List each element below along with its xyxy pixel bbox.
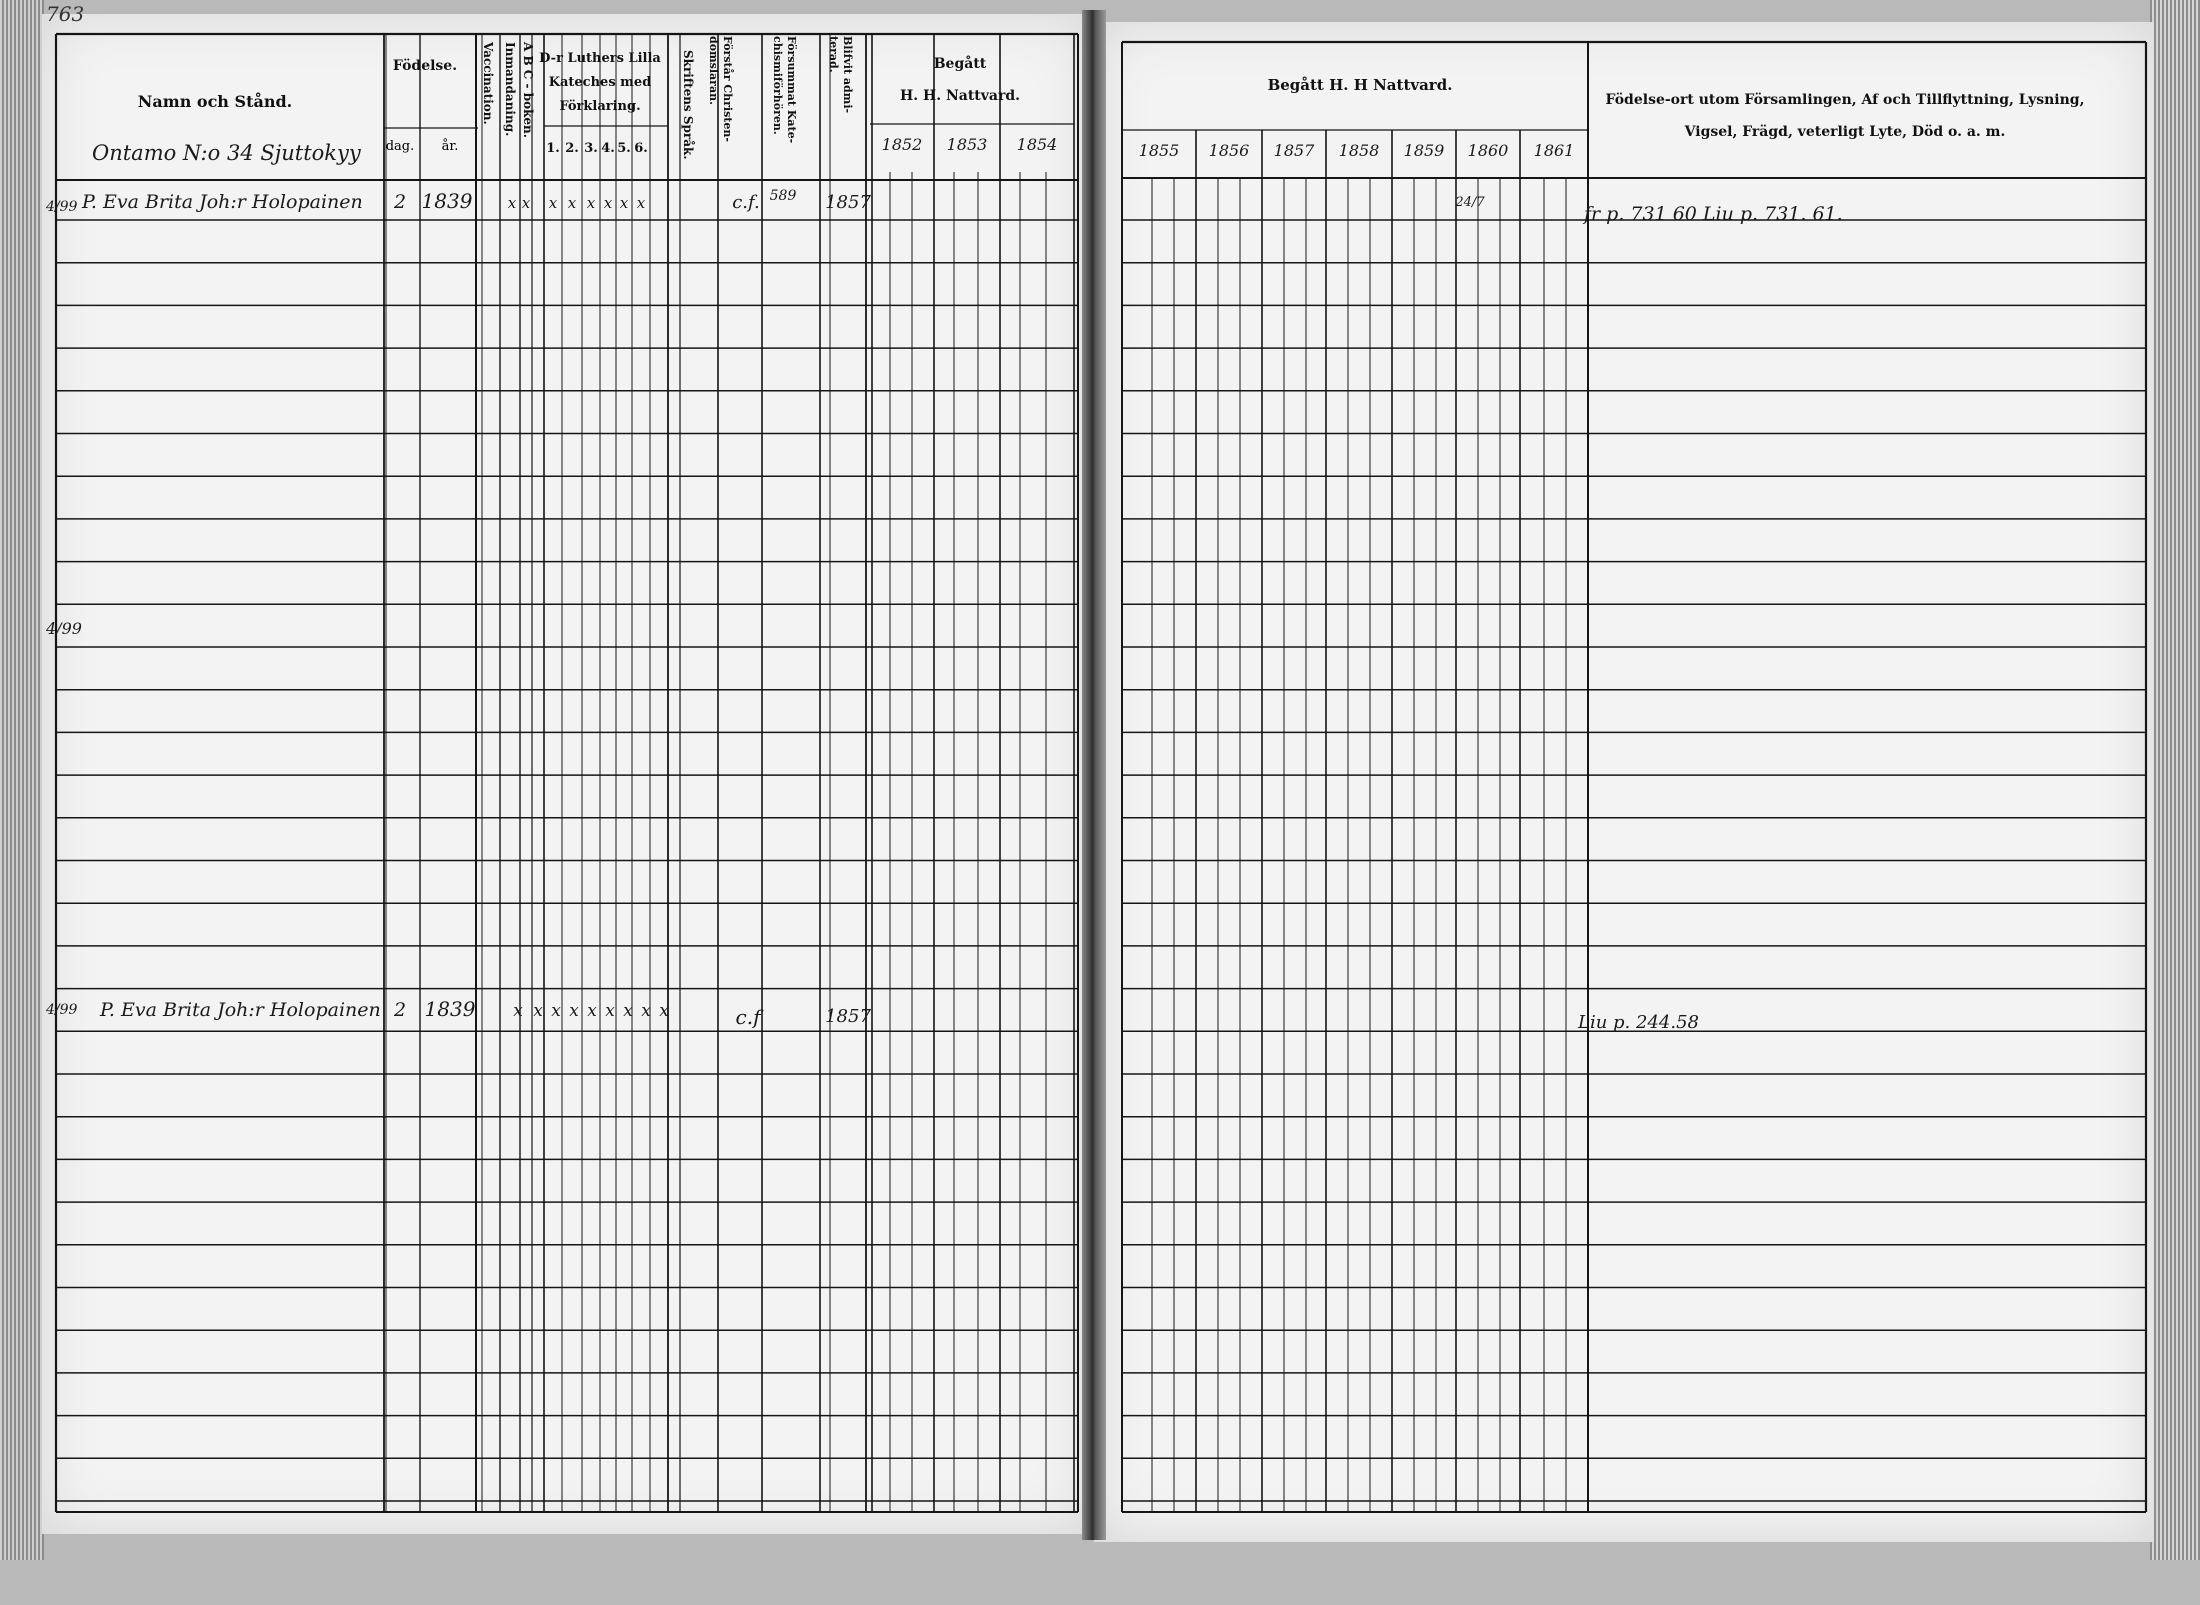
row2-remark: Liu p. 244.58: [1578, 1012, 1699, 1033]
row2-mark: x: [551, 1001, 561, 1021]
header-admitted-2: terad.: [827, 36, 840, 73]
catechism-part-label: 5.: [617, 141, 631, 156]
row2-mark: x: [513, 1001, 523, 1021]
row1-admitted: 1857: [825, 192, 871, 213]
header-birth: Födelse.: [392, 58, 458, 74]
row1-mark: x: [636, 194, 646, 212]
header-birth-year: år.: [441, 139, 459, 154]
row2-mark: x: [533, 1001, 543, 1021]
header-remarks-2: Vigsel, Frägd, veterligt Lyte, Död o. a. m.: [1684, 124, 2006, 140]
header-communion-right: Begått H. H Nattvard.: [1267, 76, 1453, 94]
row2-name: P. Eva Brita Joh:r Holopainen: [100, 999, 381, 1021]
right-communion-years: [1139, 141, 1575, 160]
row2-mark: x: [587, 1001, 597, 1021]
row1-mark: x: [619, 194, 629, 212]
row2-marks: [513, 1001, 669, 1021]
row1-mark: x: [567, 194, 577, 212]
catechism-part-label: 4.: [601, 141, 615, 156]
catechism-part-labels: [546, 141, 648, 156]
row1-mark: x: [603, 194, 613, 212]
left-communion-years: [882, 135, 1058, 154]
communion-year-label: 1858: [1338, 141, 1380, 160]
communion-year-label: 1854: [1016, 135, 1058, 154]
row2-admitted: 1857: [825, 1006, 871, 1027]
row1-remark: fr p. 731 60 Liu p. 731. 61.: [1584, 203, 1843, 225]
row1-mark: x: [521, 194, 531, 212]
header-inoculation: Inmandaning.: [503, 42, 517, 137]
communion-year-label: 1855: [1138, 141, 1180, 160]
communion-year-label: 1859: [1403, 141, 1445, 160]
row2-mark: x: [605, 1001, 615, 1021]
row1-mark: x: [548, 194, 558, 212]
header-catechism-1: D-r Luthers Lilla: [539, 51, 661, 66]
catechism-part-label: 6.: [634, 141, 648, 156]
header-communion-left-1: Begått: [933, 56, 987, 72]
communion-year-label: 1860: [1467, 141, 1509, 160]
ruled-lines: [56, 34, 2146, 1512]
communion-year-label: 1857: [1273, 141, 1315, 160]
catechism-part-label: 1.: [546, 141, 560, 156]
header-vaccination: Vaccination.: [481, 42, 495, 125]
row1-mark: x: [507, 194, 517, 212]
row2-mark: x: [659, 1001, 669, 1021]
header-doctrine-1: Förstår Christen-: [721, 36, 734, 142]
row2-margin: 4/99: [46, 1002, 78, 1018]
row1-name: P. Eva Brita Joh:r Holopainen: [82, 191, 363, 213]
communion-year-label: 1852: [881, 135, 923, 154]
header-missed-2: chismiförhören.: [771, 36, 784, 135]
catechism-part-label: 2.: [565, 141, 579, 156]
row2-doctrine: c.f: [735, 1005, 761, 1029]
row1-year: 1839: [421, 189, 473, 213]
communion-year-label: 1856: [1208, 141, 1250, 160]
row2-mark: x: [623, 1001, 633, 1021]
header-doctrine-2: domsläran.: [707, 36, 720, 105]
row1-doctrine: c.f.: [732, 192, 760, 213]
header-admitted-1: Blifvit admi-: [841, 36, 854, 114]
header-name: Namn och Stånd.: [137, 92, 293, 111]
header-abc-book: A B C - boken.: [521, 42, 535, 138]
catechism-part-label: 3.: [584, 141, 598, 156]
row2-mark: x: [569, 1001, 579, 1021]
header-catechism-2: Kateches med: [548, 75, 652, 90]
row1-missed: 589: [769, 188, 797, 204]
row1-communion-1860: 24/7: [1455, 195, 1485, 210]
page-number: 763: [46, 2, 85, 26]
row2-day: 2: [393, 999, 407, 1021]
header-remarks-1: Födelse-ort utom Församlingen, Af och Tillflyttning, Lysning,: [1605, 92, 2085, 108]
header-communion-left-2: H. H. Nattvard.: [900, 88, 1020, 104]
header-scripture: Skriftens Språk.: [681, 50, 695, 160]
header-birth-day: dag.: [385, 139, 415, 154]
row1-margin: 4/99: [46, 199, 78, 215]
row2-mark: x: [641, 1001, 651, 1021]
communion-year-label: 1853: [946, 135, 988, 154]
row2-year: 1839: [424, 997, 476, 1021]
row1-marks: [508, 194, 646, 212]
margin-note: 4/99: [46, 619, 82, 638]
row1-day: 2: [393, 191, 407, 213]
communion-year-label: 1861: [1533, 141, 1575, 160]
row1-mark: x: [586, 194, 596, 212]
header-catechism-3: Förklaring.: [559, 99, 641, 114]
place-heading: Ontamo N:o 34 Sjuttokyy: [92, 141, 361, 165]
header-missed-1: Försummat Kate-: [785, 36, 798, 144]
